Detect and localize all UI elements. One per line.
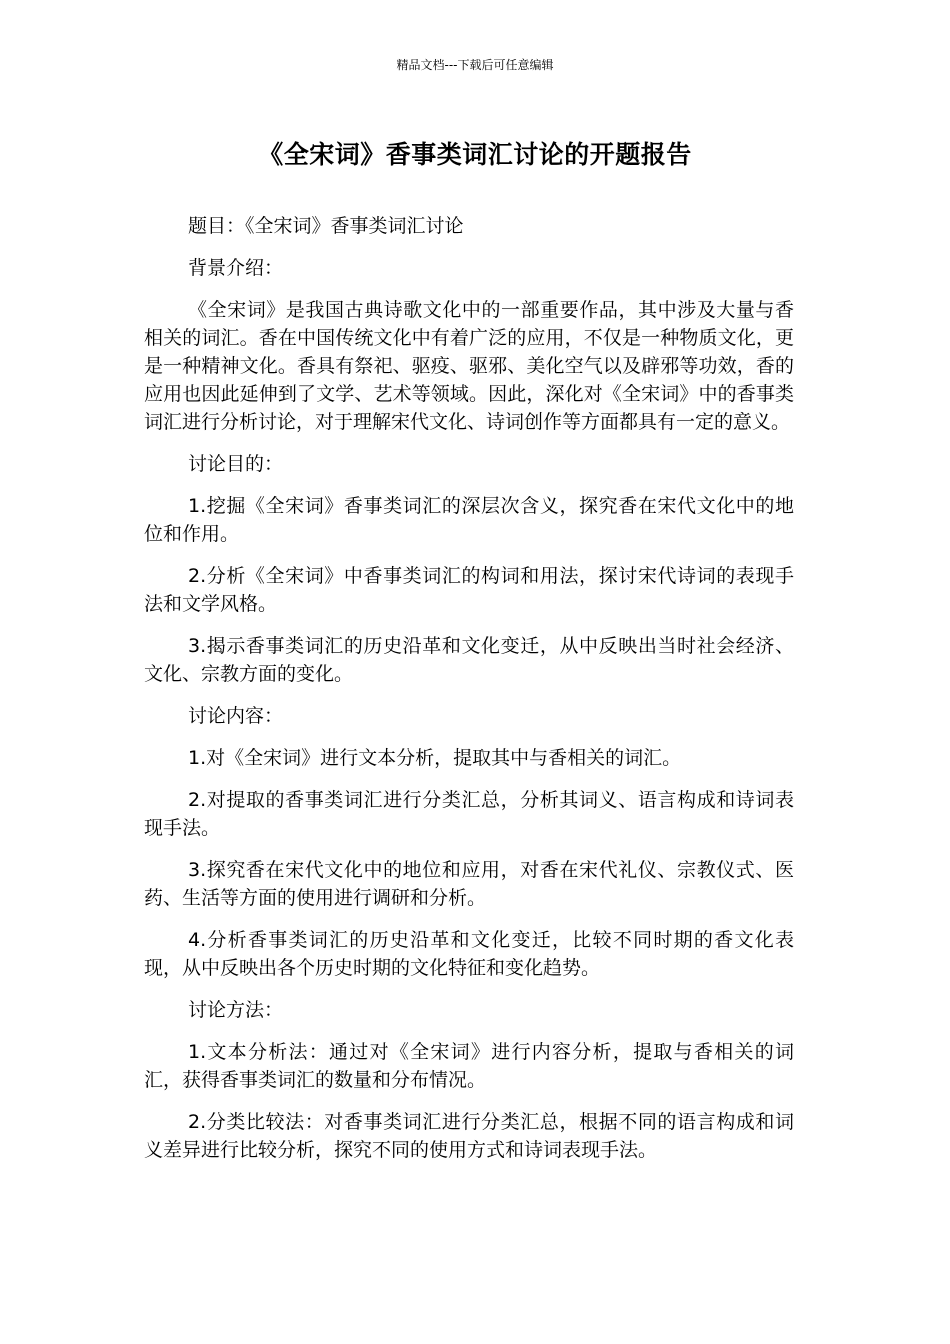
purpose-item-2: 2.分析《全宋词》中香事类词汇的构词和用法，探讨宋代诗词的表现手法和文学风格。 [144, 565, 794, 615]
background-paragraph: 《全宋词》是我国古典诗歌文化中的一部重要作品，其中涉及大量与香相关的词汇。香在中国传统文化中有着广泛的应用，不仅是一种物质文化，更是一种精神文化。香具有祭祀、驱疫、驱邪、美化空气以及辟邪等功效，香的应用也因此延伸到了文学、艺术等领域。因此，深化对《全宋词》中的香事类词汇进行分析讨论，对于理解宋代文化、诗词创作等方面都具有一定的意义。 [144, 299, 794, 433]
section-heading-background: 背景介绍： [188, 257, 284, 279]
method-item-2: 2.分类比较法：对香事类词汇进行分类汇总，根据不同的语言构成和词义差异进行比较分析，探究不同的使用方式和诗词表现手法。 [144, 1111, 794, 1161]
section-heading-method: 讨论方法： [188, 999, 284, 1021]
purpose-item-3: 3.揭示香事类词汇的历史沿革和文化变迁，从中反映出当时社会经济、文化、宗教方面的变化。 [144, 635, 794, 685]
subject-line: 题目：《全宋词》香事类词汇讨论 [188, 215, 464, 237]
page-header: 精品文档---下载后可任意编辑 [396, 58, 554, 72]
content-item-4: 4.分析香事类词汇的历史沿革和文化变迁，比较不同时期的香文化表现，从中反映出各个历史时期的文化特征和变化趋势。 [144, 929, 794, 979]
section-heading-content: 讨论内容： [188, 705, 284, 727]
content-item-3: 3.探究香在宋代文化中的地位和应用，对香在宋代礼仪、宗教仪式、医药、生活等方面的使用进行调研和分析。 [144, 859, 794, 909]
document-title: 《全宋词》香事类词汇讨论的开题报告 [258, 140, 692, 169]
content-item-1: 1.对《全宋词》进行文本分析，提取其中与香相关的词汇。 [188, 747, 682, 769]
section-heading-purpose: 讨论目的： [188, 453, 284, 475]
content-item-2: 2.对提取的香事类词汇进行分类汇总，分析其词义、语言构成和诗词表现手法。 [144, 789, 794, 839]
purpose-item-1: 1.挖掘《全宋词》香事类词汇的深层次含义，探究香在宋代文化中的地位和作用。 [144, 495, 794, 545]
method-item-1: 1.文本分析法：通过对《全宋词》进行内容分析，提取与香相关的词汇，获得香事类词汇的数量和分布情况。 [144, 1041, 794, 1091]
document-body [144, 212, 794, 1178]
